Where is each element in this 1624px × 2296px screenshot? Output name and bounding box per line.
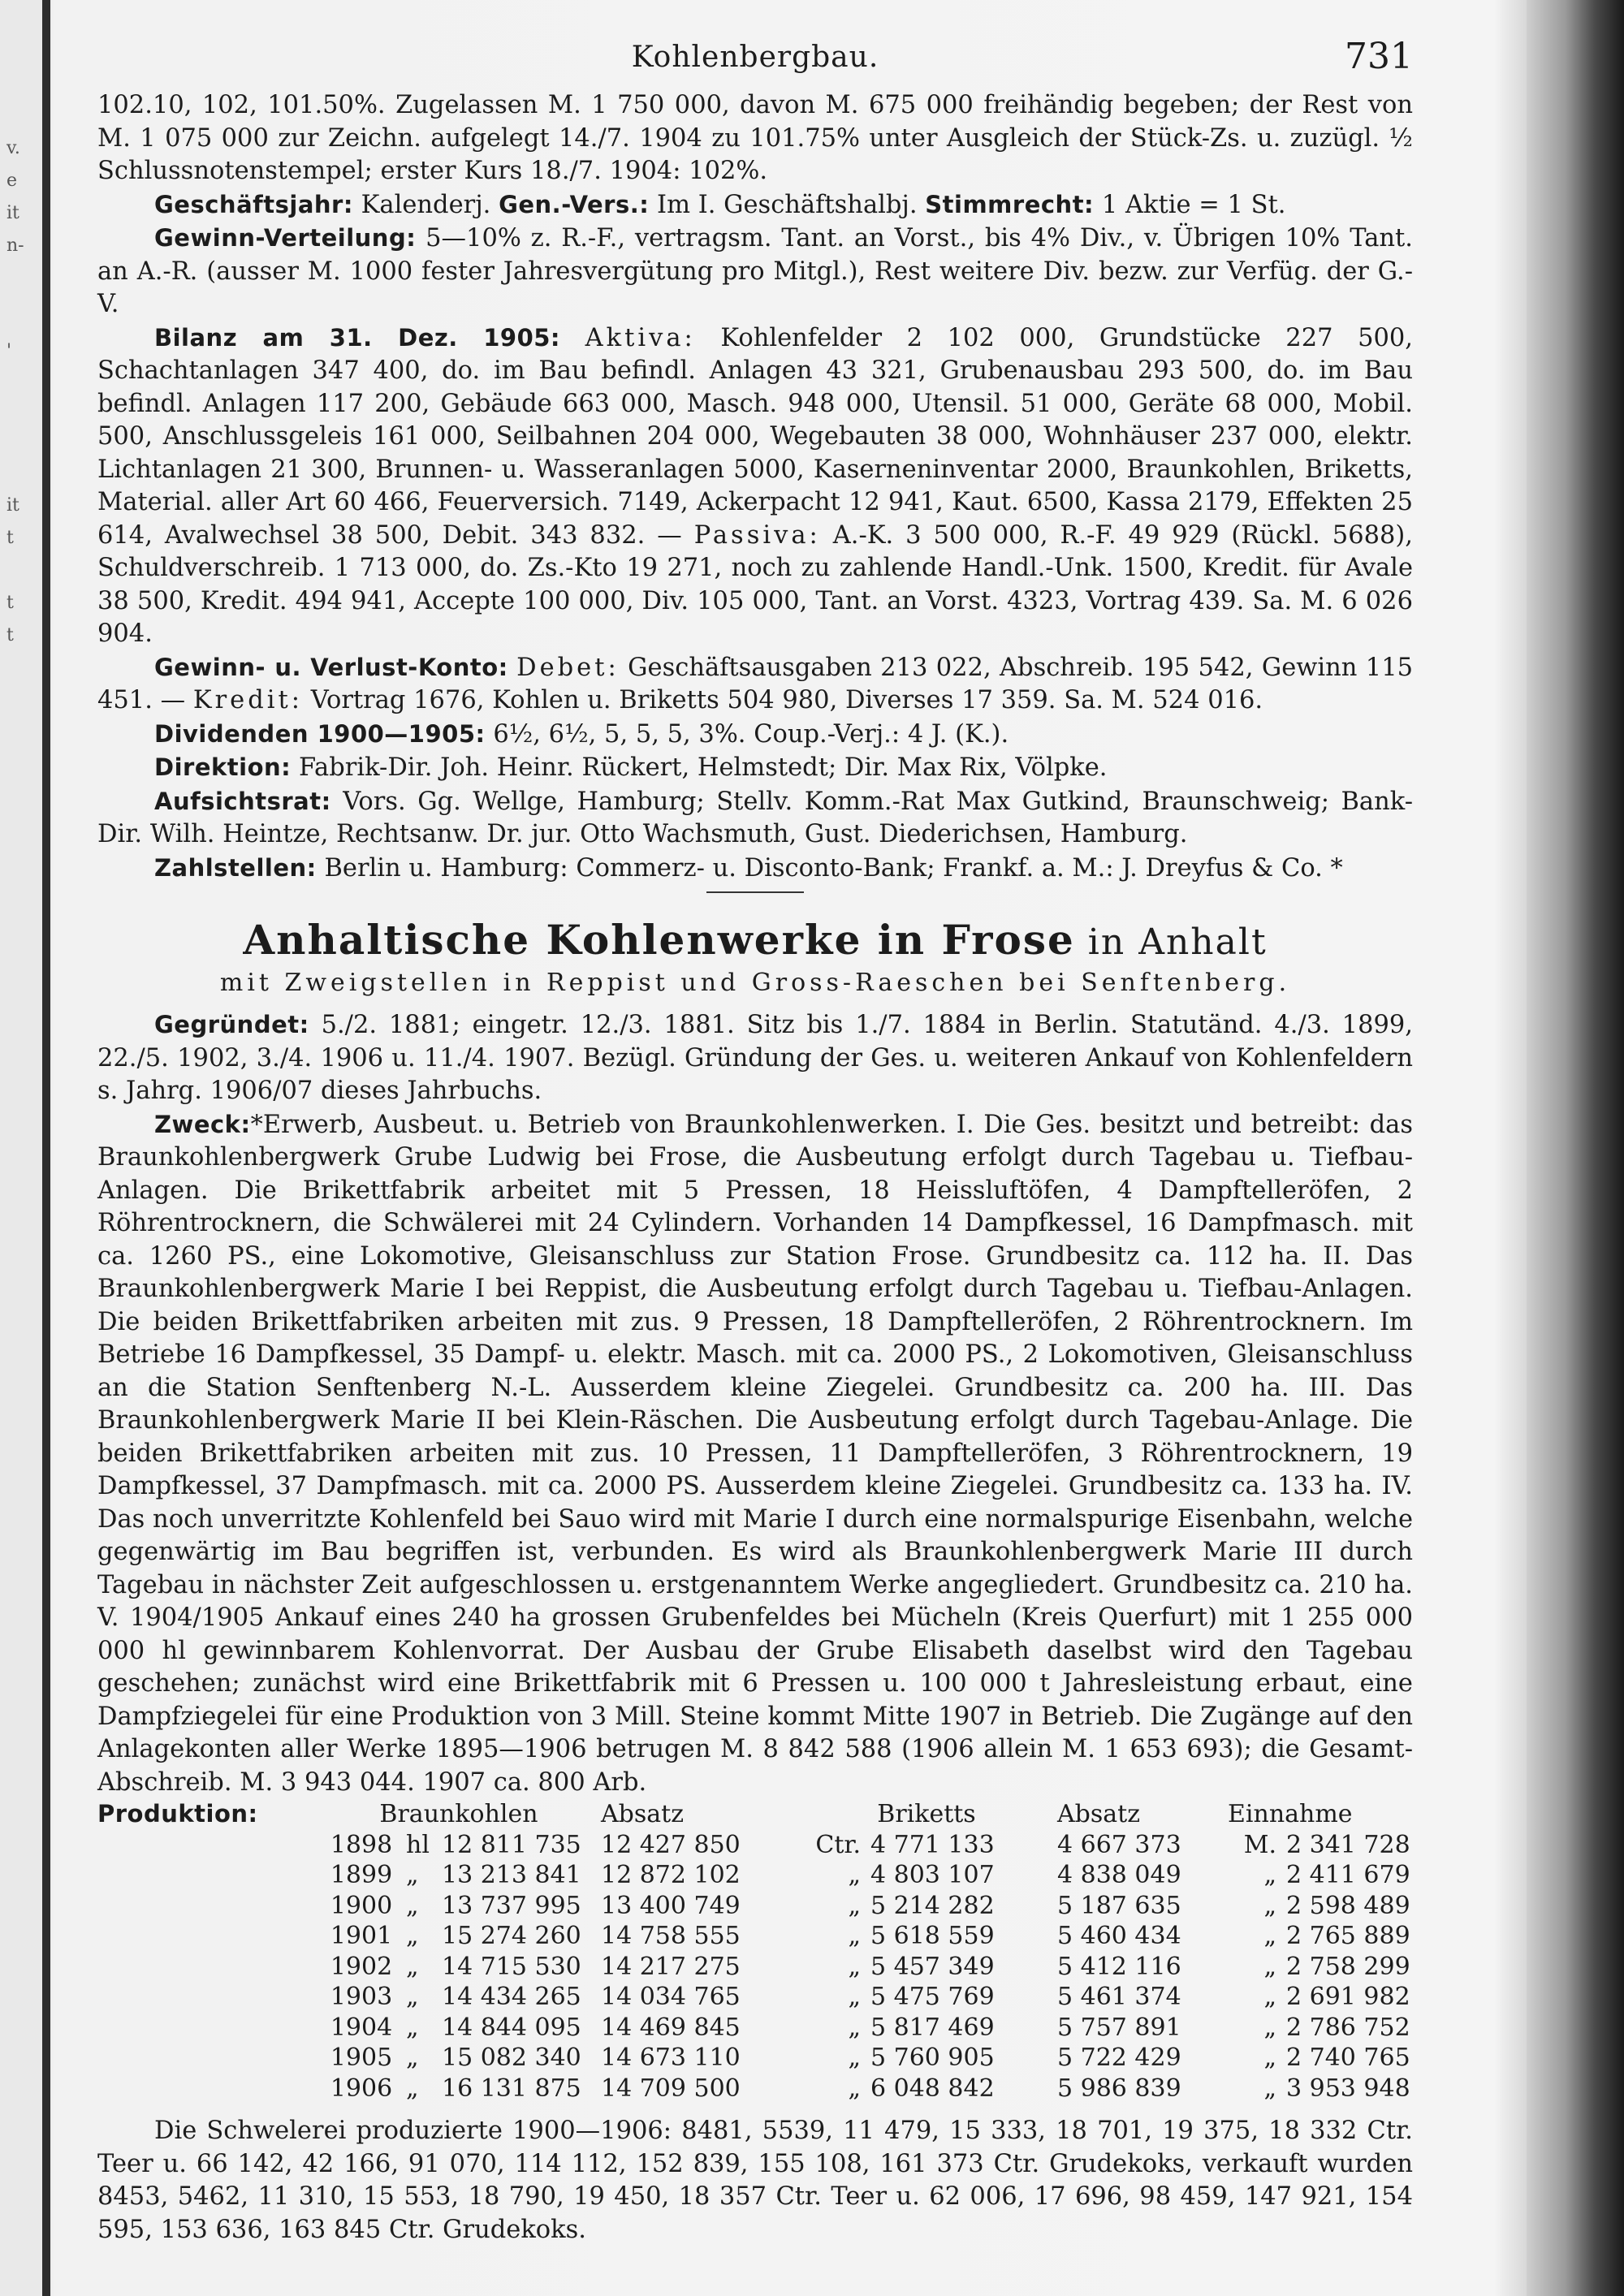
cell-br: 5 618 559 xyxy=(870,1922,995,1951)
label-gewinn-verteilung: Gewinn-Verteilung: xyxy=(154,224,417,252)
adjacent-page-edge xyxy=(0,0,50,2296)
cell-u2: „ xyxy=(848,2044,861,2073)
aktiva-label: Aktiva: xyxy=(585,323,696,352)
cell-year: 1904 xyxy=(330,2013,393,2042)
label-stimmrecht: Stimmrecht: xyxy=(925,190,1095,218)
col-header: Braunkohlen xyxy=(379,1800,538,1829)
cell-br: 4 771 133 xyxy=(870,1830,995,1859)
cell-u2: „ xyxy=(848,1861,861,1890)
cell-ein: 2 786 752 xyxy=(1286,2013,1410,2042)
table-row xyxy=(97,2013,1413,2044)
table-row xyxy=(97,1891,1413,1922)
text: Kohlenfelder 2 102 000, Grundstücke 227 500, Schachtanlagen 347 400, do. im Bau befindl. Anlagen 43 321, Grubenausbau 293 500, do. im Bau befindl. Anlagen 117 200, Gebäude 663 000, Masch. 948 000, Utensil. 51 000, Geräte 68 000, Mobil. 500, Anschlussgeleis 161 000, Seilbahnen 204 000, Wegebauten 38 000, Wohnhäuser 237 000, elektr. Lichtanlagen 21 300, Brunnen- u. Wasseranlagen 5000, Kaserneninventar 2000, Braunkohlen, Briketts, Material. aller Art 60 466, Feuerversich. 7149, Ackerpacht 12 941, Kaut. 6500, Kassa 2179, Effekten 25 614, Avalwechsel 38 500, Debit. 343 832. — xyxy=(97,323,1413,550)
fiscal-info xyxy=(97,188,1413,222)
cell-bk: 15 082 340 xyxy=(442,2044,581,2073)
cell-ab2: 4 667 373 xyxy=(1057,1830,1181,1859)
cell-u1: „ xyxy=(406,1861,419,1890)
cell-br: 5 817 469 xyxy=(870,2013,995,2042)
management xyxy=(97,751,1413,785)
schwelerei-paragraph: Die Schwelerei produzierte 1900—1906: 8481, 5539, 11 479, 15 333, 18 701, 19 375, 18 332 Ctr. Teer u. 66 142, 42 166, 91 070, 114 112, 152 839, 155 108, 161 373 Ctr. Grudekoks, verkauft wurden 8453, 5462, 11 310, 15 553, 18 790, 19 450, 18 357 Ctr. Teer u. 62 006, 17 696, 98 459, 147 921, 154 595, 153 636, 163 845 Ctr. Grudekoks. xyxy=(97,2117,1413,2244)
text: 1 Aktie = 1 St. xyxy=(1094,190,1286,219)
book-spine-shadow xyxy=(1527,0,1624,2296)
cell-year: 1902 xyxy=(330,1952,393,1981)
text: 5—10% z. R.-F., vertragsm. Tant. an Vorst., bis 4% Div., v. Übrigen 10% Tant. an A.-R. (ausser M. 1000 fester Jahresvergütung pro Mitgl.), Rest weitere Div. bezw. zur Verfüg. der G.-V. xyxy=(97,224,1413,318)
cell-ab2: 4 838 049 xyxy=(1057,1861,1181,1890)
text: Vors. Gg. Wellge, Hamburg; Stellv. Komm.-Rat Max Gutkind, Braunschweig; Bank-Dir. Wilh. Heintze, Rechtsanw. Dr. jur. Otto Wachsmuth, Gust. Diederichsen, Hamburg. xyxy=(97,787,1413,848)
cell-u3: „ xyxy=(1263,2044,1276,2073)
balance-sheet xyxy=(97,322,1413,651)
supervisory-board xyxy=(97,785,1413,852)
cell-u1: „ xyxy=(406,2013,419,2042)
spacer-cell xyxy=(97,1921,317,1952)
label-gegruendet: Gegründet: xyxy=(154,1011,309,1038)
company-title xyxy=(97,916,1413,964)
kredit-label: Kredit: xyxy=(192,686,304,714)
founded xyxy=(97,1008,1413,1108)
cell-ein: 2 758 299 xyxy=(1286,1952,1410,1981)
bond-paragraph: 102.10, 102, 101.50%. Zugelassen M. 1 750 000, davon M. 675 000 freihändig begeben; der Rest von M. 1 075 000 zur Zeichn. aufgelegt 14./7. 1904 zu 101.75% unter Ausgleich der Stück-Zs. u. zuzügl. ½ Schlussnotenstempel; erster Kurs 18./7. 1904: 102%. xyxy=(97,91,1413,185)
margin-char: t xyxy=(6,593,14,613)
text: Kalenderj. xyxy=(352,190,499,219)
spacer-cell xyxy=(97,1982,317,2013)
cell-year: 1901 xyxy=(330,1922,393,1951)
cell-ab2: 5 187 635 xyxy=(1057,1891,1181,1920)
passiva-label: Passiva: xyxy=(693,520,821,550)
cell-u1: „ xyxy=(406,2074,419,2103)
margin-char: v. xyxy=(6,138,20,158)
margin-char: it xyxy=(6,203,19,223)
label-aufsichtsrat: Aufsichtsrat: xyxy=(154,787,331,815)
cell-ein: 2 341 728 xyxy=(1286,1830,1410,1859)
text: A.-K. 3 500 000, R.-F. 49 929 (Rückl. 5688), Schuldverschreib. 1 713 000, do. Zs.-Kto 19 271, noch zu zahlende Handl.-Unk. 1500, Kredit. für Avale 38 500, Kredit. 494 941, Accepte 100 000, Div. 105 000, Tant. an Vorst. 4323, Vortrag 439. Sa. M. 6 026 904. xyxy=(97,520,1413,648)
cell-u3: „ xyxy=(1263,2013,1276,2042)
table-row xyxy=(97,2074,1413,2104)
label-gen-vers: Gen.-Vers.: xyxy=(499,190,650,218)
table-row xyxy=(97,1830,1413,1861)
spacer-cell xyxy=(97,1891,317,1922)
cell-ein: 2 691 982 xyxy=(1286,1983,1410,2012)
cell-u2: „ xyxy=(848,2074,861,2103)
cell-ab1: 12 427 850 xyxy=(601,1830,741,1859)
cell-ein: 3 953 948 xyxy=(1286,2074,1410,2103)
cell-u3: „ xyxy=(1263,1922,1276,1951)
spacer-cell xyxy=(97,2043,317,2074)
cell-ab1: 14 034 765 xyxy=(601,1983,741,2012)
cell-u1: hl xyxy=(406,1830,430,1859)
cell-u3: „ xyxy=(1263,1983,1276,2012)
label-geschaeftsjahr: Geschäftsjahr: xyxy=(154,190,353,218)
label-bilanz: Bilanz am 31. Dez. 1905: xyxy=(154,323,561,352)
text: Fabrik-Dir. Joh. Heinr. Rückert, Helmstedt; Dir. Max Rix, Völpke. xyxy=(291,753,1108,782)
cell-ab1: 14 469 845 xyxy=(601,2013,741,2042)
cell-u2: „ xyxy=(848,1922,861,1951)
cell-year: 1898 xyxy=(330,1830,393,1859)
cell-bk: 14 844 095 xyxy=(442,2013,581,2042)
company-section xyxy=(97,916,1413,2246)
cell-br: 5 214 282 xyxy=(870,1891,995,1920)
cell-br: 5 457 349 xyxy=(870,1952,995,1981)
cell-u1: „ xyxy=(406,1891,419,1920)
cell-ein: 2 598 489 xyxy=(1286,1891,1410,1920)
cell-u3: „ xyxy=(1263,1861,1276,1890)
previous-company-section xyxy=(97,89,1413,893)
cell-bk: 15 274 260 xyxy=(442,1922,581,1951)
margin-char: n- xyxy=(6,235,24,256)
text: Berlin u. Hamburg: Commerz- u. Disconto-Bank; Frankf. a. M.: J. Dreyfus & Co. * xyxy=(316,853,1343,883)
table-header-row xyxy=(97,1799,1413,1830)
cell-ab2: 5 460 434 xyxy=(1057,1922,1181,1951)
section-divider xyxy=(706,891,804,893)
cell-u3: „ xyxy=(1263,1952,1276,1981)
cell-ab1: 14 758 555 xyxy=(601,1922,741,1951)
spacer-cell xyxy=(97,1952,317,1983)
cell-ab2: 5 412 116 xyxy=(1057,1952,1181,1981)
table-row xyxy=(97,2043,1413,2074)
cell-u2: „ xyxy=(848,1983,861,2012)
cell-u2: „ xyxy=(848,1952,861,1981)
cell-ab2: 5 757 891 xyxy=(1057,2013,1181,2042)
text: 5./2. 1881; eingetr. 12./3. 1881. Sitz bis 1./7. 1884 in Berlin. Statutänd. 4./3. 1899, 22./5. 1902, 3./4. 1906 u. 11./4. 1907. Bezügl. Gründung der Ges. u. weiteren Ankauf von Kohlenfeldern s. Jahrg. 1906/07 dieses Jahrbuchs. xyxy=(97,1011,1413,1105)
cell-u3: M. xyxy=(1243,1830,1276,1859)
cell-u1: „ xyxy=(406,2044,419,2073)
cell-ab1: 14 709 500 xyxy=(601,2074,741,2103)
spacer-cell xyxy=(97,1860,317,1891)
cell-bk: 16 131 875 xyxy=(442,2074,581,2103)
margin-char: e xyxy=(6,170,18,191)
cell-u2: „ xyxy=(848,1891,861,1920)
paying-agents xyxy=(97,852,1413,886)
label-direktion: Direktion: xyxy=(154,753,292,781)
cell-bk: 14 715 530 xyxy=(442,1952,581,1981)
company-location: in Anhalt xyxy=(1074,921,1268,963)
cell-bk: 13 737 995 xyxy=(442,1891,581,1920)
cell-bk: 12 811 735 xyxy=(442,1830,581,1859)
cell-year: 1903 xyxy=(330,1983,393,2012)
col-header: Absatz xyxy=(601,1800,685,1829)
cell-ab1: 13 400 749 xyxy=(601,1891,741,1920)
table-row xyxy=(97,1860,1413,1891)
label-zahlstellen: Zahlstellen: xyxy=(154,853,317,882)
cell-ab2: 5 461 374 xyxy=(1057,1983,1181,2012)
cell-u3: „ xyxy=(1263,2074,1276,2103)
cell-ab2: 5 986 839 xyxy=(1057,2074,1181,2103)
cell-year: 1899 xyxy=(330,1861,393,1890)
company-name: Anhaltische Kohlenwerke in Frose xyxy=(243,916,1075,964)
book-page xyxy=(97,32,1413,2273)
cell-year: 1905 xyxy=(330,2044,393,2073)
purpose xyxy=(97,1108,1413,1800)
col-header: Absatz xyxy=(1057,1800,1141,1829)
cell-ein: 2 411 679 xyxy=(1286,1861,1410,1890)
cell-ein: 2 765 889 xyxy=(1286,1922,1410,1951)
cell-ab1: 14 673 110 xyxy=(601,2044,741,2073)
cell-u3: „ xyxy=(1263,1891,1276,1920)
cell-u2: „ xyxy=(848,2013,861,2042)
cell-u1: „ xyxy=(406,1983,419,2012)
spacer-cell xyxy=(97,2013,317,2044)
cell-br: 5 760 905 xyxy=(870,2044,995,2073)
cell-u1: „ xyxy=(406,1952,419,1981)
text: 6½, 6½, 5, 5, 5, 3%. Coup.-Verj.: 4 J. (K.). xyxy=(485,719,1009,749)
text: Vortrag 1676, Kohlen u. Briketts 504 980, Diverses 17 359. Sa. M. 524 016. xyxy=(303,686,1263,714)
margin-char: t xyxy=(6,625,14,645)
table-row xyxy=(97,1982,1413,2013)
cell-ab2: 5 722 429 xyxy=(1057,2044,1181,2073)
col-header: Einnahme xyxy=(1228,1800,1353,1829)
cell-br: 4 803 107 xyxy=(870,1861,995,1890)
label-produktion: Produktion: xyxy=(97,1800,258,1828)
debet-label: Debet: xyxy=(516,653,620,682)
text: Im I. Geschäftshalbj. xyxy=(649,190,926,219)
margin-char: it xyxy=(6,495,19,516)
text: *Erwerb, Ausbeut. u. Betrieb von Braunkohlenwerken. I. Die Ges. besitzt und betreibt: das Braunkohlenbergwerk Grube Ludwig bei Frose, die Ausbeutung erfolgt durch Tagebau u. Tiefbau-Anlagen. Die Brikettfabrik arbeitet mit 5 Pressen, 18 Heissluftöfen, 4 Dampftelleröfen, 2 Röhrentrocknern, die Schwälerei mit 24 Cylindern. Vorhanden 14 Dampfkessel, 16 Dampfmasch. mit ca. 1260 PS., eine Lokomotive, Gleisanschluss zur Station Frose. Grundbesitz ca. 112 ha. II. Das Braunkohlenbergwerk Marie I bei Reppist, die Ausbeutung erfolgt durch Tagebau u. Tiefbau-Anlagen. Die beiden Brikettfabriken arbeiten mit zus. 9 Pressen, 18 Dampftelleröfen, 2 Röhrentrocknern. Im Betriebe 16 Dampfkessel, 35 Dampf- u. elektr. Masch. mit ca. 2000 PS., 2 Lokomotiven, Gleisanschluss an die Station Senftenberg N.-L. Ausserdem kleine Ziegelei. Grundbesitz ca. 200 ha. III. Das Braunkohlenbergwerk Marie II bei Klein-Räschen. Die Ausbeutung erfolgt durch Tagebau-Anlage. Die beiden Brikettfabriken arbeiten mit zus. 10 Pressen, 11 Dampftelleröfen, 3 Röhrentrocknern, 19 Dampfkessel, 37 Dampfmasch. mit ca. 2000 PS. Ausserdem kleine Ziegelei. Grundbesitz ca. 133 ha. IV. Das noch unverritzte Kohlenfeld bei Sauo wird mit Marie I durch eine normalspurige Eisenbahn, welche gegenwärtig im Bau begriffen ist, verbunden. Es wird als Braunkohlenbergwerk Marie III durch Tagebau in nächster Zeit aufgeschlossen u. erstgenanntem Werke angegliedert. Grundbesitz ca. 210 ha. V. 1904/1905 Ankauf eines 240 ha grossen Grubenfeldes bei Mücheln (Kreis Querfurt) mit 1 255 000 000 hl gewinnbarem Kohlenvorrat. Der Ausbau der Grube Elisabeth daselbst wird den Tagebau geschehen; zunächst wird eine Brikettfabrik mit 6 Pressen u. 100 000 t Jahresleistung erbaut, eine Dampfziegelei für eine Produktion von 3 Mill. Steine kommt Mitte 1907 in Betrieb. Die Zugänge auf den Anlagekonten aller Werke 1895—1906 betrugen M. 8 842 588 (1906 allein M. 1 653 693); die Gesamt-Abschreib. M. 3 943 044. 1907 ca. 800 Arb. xyxy=(97,1110,1413,1797)
label-zweck: Zweck: xyxy=(154,1110,251,1138)
cell-br: 6 048 842 xyxy=(870,2074,995,2103)
table-row xyxy=(97,1921,1413,1952)
margin-char: t xyxy=(6,528,14,548)
cell-bk: 14 434 265 xyxy=(442,1983,581,2012)
cell-ab1: 12 872 102 xyxy=(601,1861,741,1890)
margin-char: ' xyxy=(6,341,12,361)
company-subtitle: mit Zweigstellen in Reppist und Gross-Raeschen bei Senftenberg. xyxy=(219,969,1291,997)
label-gewinn-verlust: Gewinn- u. Verlust-Konto: xyxy=(154,653,508,681)
running-title: Kohlenbergbau. xyxy=(631,41,879,74)
running-header xyxy=(97,32,1413,89)
spacer-cell xyxy=(97,2074,317,2104)
profit-distribution xyxy=(97,222,1413,322)
text: Geschäftsausgaben 213 022, Abschreib. 195 542, Gewinn 115 451. — xyxy=(97,653,1413,714)
cell-u1: „ xyxy=(406,1922,419,1951)
production-label xyxy=(97,1799,317,1830)
cell-br: 5 475 769 xyxy=(870,1983,995,2012)
cell-ab1: 14 217 275 xyxy=(601,1952,741,1981)
cell-ein: 2 740 765 xyxy=(1286,2044,1410,2073)
cell-bk: 13 213 841 xyxy=(442,1861,581,1890)
cell-year: 1906 xyxy=(330,2074,393,2103)
dividends xyxy=(97,718,1413,752)
cell-u2: Ctr. xyxy=(815,1830,861,1859)
table-row xyxy=(97,1952,1413,1983)
production-table xyxy=(97,1799,1413,2104)
col-header: Briketts xyxy=(877,1800,976,1829)
profit-loss-account xyxy=(97,651,1413,718)
label-dividenden: Dividenden 1900—1905: xyxy=(154,719,486,748)
spacer-cell xyxy=(97,1830,317,1861)
page-number: 731 xyxy=(1345,36,1413,77)
cell-year: 1900 xyxy=(330,1891,393,1920)
